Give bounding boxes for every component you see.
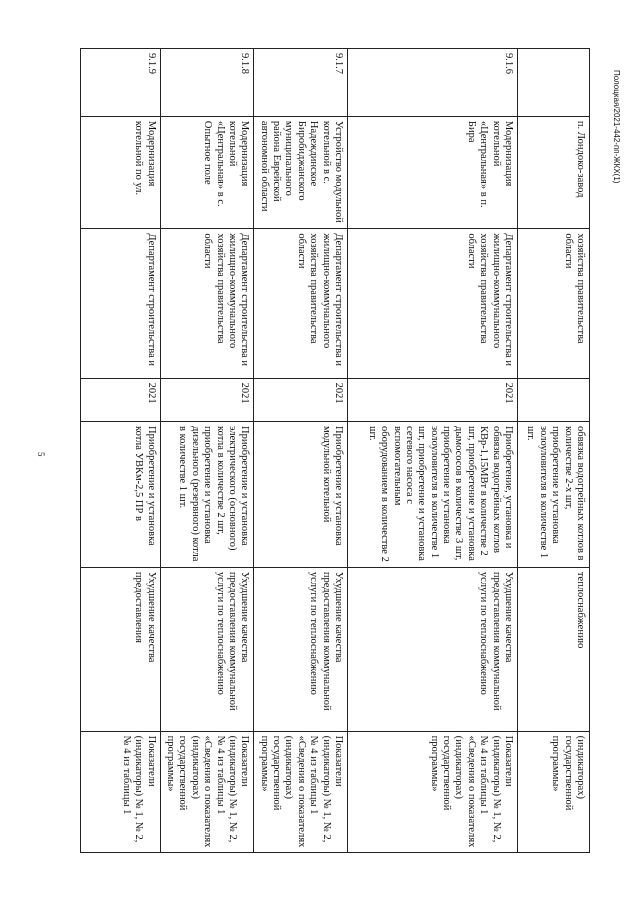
work-description: Приобретение, установка и обвязка водогрейных котлов КВр-1,15МВт в количестве 2 шт, приобретение и установка дымососов в количестве 3 шт, приобретение и установка золоуловителя в количестве 1 шт, приобретение и установка сетевого насоса с вспомогательным оборудованием в количестве 2 шт. <box>348 422 518 568</box>
measure-name: Модернизация котельной «Центральная» в с. Опытное поле <box>160 116 254 228</box>
year: 2021 <box>348 378 518 421</box>
indicator-reference: Показатели (индикаторы) № 1, № 2, № 4 из таблицы 1 «Сведения о показателях (индикаторах) государственной программы» <box>254 731 348 852</box>
year: 2021 <box>80 378 160 421</box>
risk-description: Ухудшение качества предоставления коммунальной услуги по теплоснабжению <box>160 567 254 731</box>
work-description: Приобретение и установка модульной котельной <box>254 422 348 568</box>
risk-description: теплоснабжению <box>518 567 590 731</box>
work-description: Приобретение и установка электрического (основного) котла в количестве 2 шт, приобретение и установка дизельного (резервного) котла в количестве 1 шт. <box>160 422 254 568</box>
indicator-reference: Показатели (индикаторы) № 1, № 2, № 4 из таблицы 1 <box>80 731 160 852</box>
item-number <box>518 49 590 117</box>
page-number: 5 <box>36 452 46 457</box>
table-row <box>254 49 348 853</box>
measure-name: п. Лондоко-завод <box>518 116 590 228</box>
indicator-reference: Показатели (индикаторы) № 1, № 2, № 4 из таблицы 1 «Сведения о показателях (индикаторах) государственной программы» <box>348 731 518 852</box>
indicator-reference: (индикаторах) государственной программы» <box>518 731 590 852</box>
table-row <box>348 49 518 853</box>
year: 2021 <box>254 378 348 421</box>
year: 2021 <box>160 378 254 421</box>
executor: Департамент строительства и жилищно-коммунального хозяйства правительства области <box>254 229 348 378</box>
measure-name: Модернизация котельной по ул. <box>80 116 160 228</box>
item-number: 9.1.6 <box>348 49 518 117</box>
work-description: Приобретение и установка котла УВКм-2,5 ПР в <box>80 422 160 568</box>
document-reference: Полоцкая/2021-442-пп-ЖКХ(1) <box>612 70 621 184</box>
measure-name: Устройство модульной котельной в с. Надеждинское Биробиджанского муниципального района Еврейской автономной области <box>254 116 348 228</box>
risk-description: Ухудшение качества предоставления коммунальной услуги по теплоснабжению <box>348 567 518 731</box>
indicator-reference: Показатели (индикаторы) № 1, № 2, № 4 из таблицы 1 «Сведения о показателях (индикаторах) государственной программы» <box>160 731 254 852</box>
executor: хозяйства правительства области <box>518 229 590 378</box>
risk-description: Ухудшение качества предоставления <box>80 567 160 731</box>
executor: Департамент строительства и жилищно-коммунального хозяйства правительства области <box>348 229 518 378</box>
year <box>518 378 590 421</box>
measures-table-container <box>98 48 590 853</box>
table-row <box>160 49 254 853</box>
table-row <box>518 49 590 853</box>
risk-description: Ухудшение качества предоставления коммунальной услуги по теплоснабжению <box>254 567 348 731</box>
work-description: обвязка водогрейных котлов в количестве 2-х шт, приобретение и установка золоуловителя в количестве 1 шт. <box>518 422 590 568</box>
table-row <box>80 49 160 853</box>
item-number: 9.1.9 <box>80 49 160 117</box>
item-number: 9.1.8 <box>160 49 254 117</box>
measures-table <box>80 48 590 853</box>
executor: Департамент строительства и жилищно-коммунального хозяйства правительства области <box>160 229 254 378</box>
executor: Департамент строительства и <box>80 229 160 378</box>
item-number: 9.1.7 <box>254 49 348 117</box>
measure-name: Модернизация котельной «Центральная» в п. Бира <box>348 116 518 228</box>
